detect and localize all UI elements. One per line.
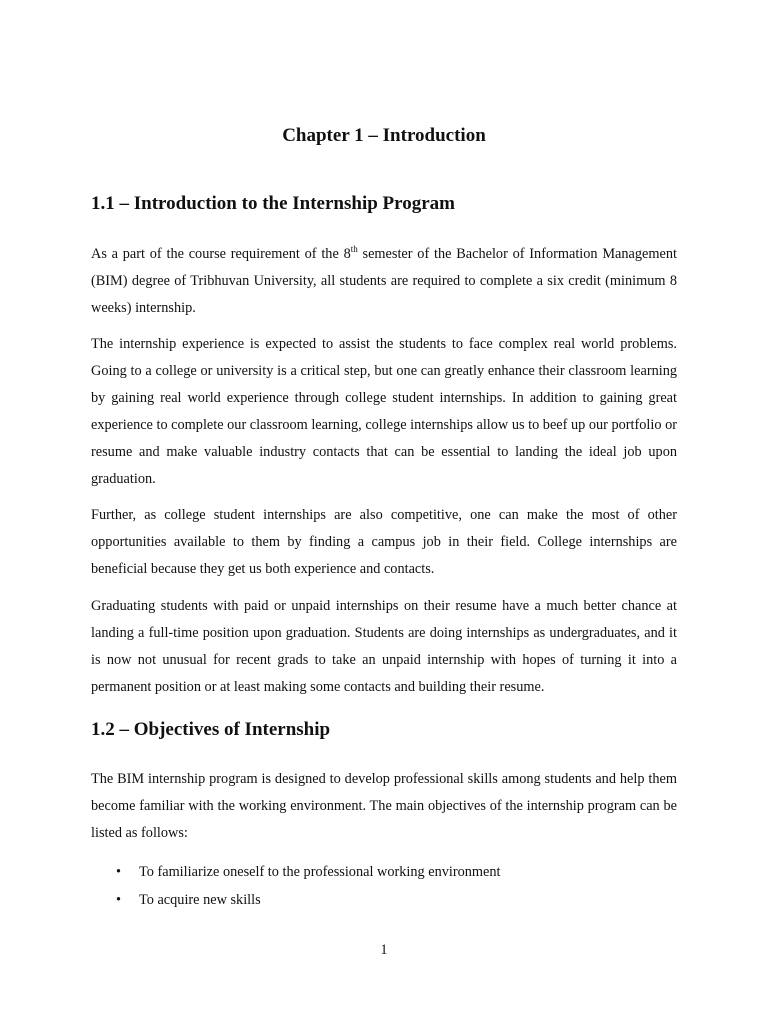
bullet-icon: • — [116, 892, 122, 908]
paragraph-competitive-internships: Further, as college student internships are also competitive, one can make the most of other opportunities available to them by finding a campus job in their field. College internships are beneficial because they get us both experience and contacts. — [91, 507, 677, 577]
paragraph-internship-experience: The internship experience is expected to assist the students to face complex real world problems. Going to a college or university is a critical step, but one can greatly enhance their classroom learning by gaining real world experience through college student internships. In addition to gaining great experience to complete our classroom learning, college internships allow us to beef up our portfolio or resume and make valuable industry contacts that can be essential to landing the ideal job upon graduation. — [91, 336, 677, 487]
paragraph-graduating-students: Graduating students with paid or unpaid internships on their resume have a much better chance at landing a full-time position upon graduation. Students are doing internships as undergraduates, and it is now not unusual for recent grads to take an unpaid internship with hopes of turning it into a permanent position or at least making some contacts and building their resume. — [91, 598, 677, 695]
chapter-title: Chapter 1 – Introduction — [282, 125, 486, 146]
paragraph-program-objectives: The BIM internship program is designed to develop professional skills among students and help them become familiar with the working environment. The main objectives of the internship program can be listed as follows: — [91, 771, 677, 841]
section-heading-1-2: 1.2 – Objectives of Internship — [91, 719, 331, 740]
paragraph-text: semester of the Bachelor of Information Management (BIM) degree of Tribhuvan University, all students are required to complete a six credit (minimum 8 weeks) internship. — [91, 246, 677, 316]
list-item — [91, 886, 677, 914]
bullet-icon: • — [116, 864, 122, 880]
list-item — [91, 858, 677, 886]
ordinal-superscript: th — [350, 244, 358, 255]
section-heading-1-1: 1.1 – Introduction to the Internship Program — [91, 193, 456, 214]
paragraph-text: As a part of the course requirement of the 8 — [91, 246, 351, 262]
objectives-list — [91, 858, 677, 914]
list-item-text: To acquire new skills — [139, 892, 261, 908]
page-number: 1 — [380, 942, 388, 958]
paragraph-course-requirement — [91, 241, 677, 322]
list-item-text: To familiarize oneself to the professional working environment — [139, 864, 501, 880]
